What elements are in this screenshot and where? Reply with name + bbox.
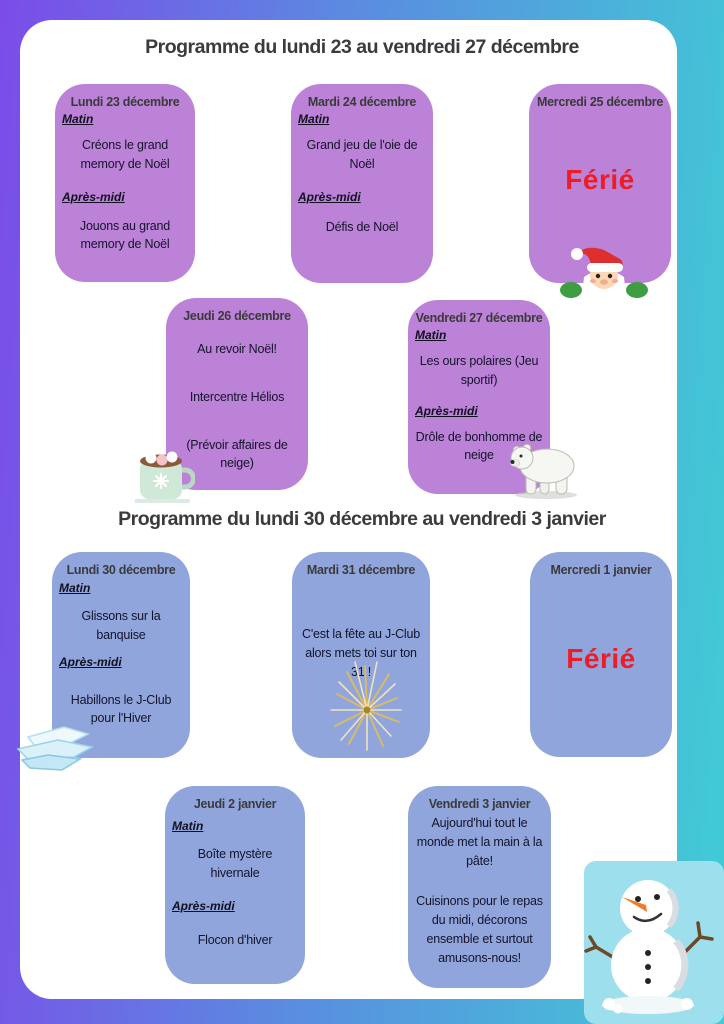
card-title: Mardi 31 décembre	[306, 563, 416, 577]
week2-title: Programme du lundi 30 décembre au vendredi 3 janvier	[118, 508, 606, 530]
card-title: Lundi 23 décembre	[70, 95, 180, 109]
morning-activity: Boîte mystère hivernale	[197, 847, 273, 880]
card-mardi-31	[292, 552, 430, 758]
card-vendredi-27	[408, 300, 550, 494]
activity-line: (Prévoir affaires de neige)	[186, 437, 288, 471]
morning-activity: Grand jeu de l'oie de Noël	[306, 138, 418, 171]
afternoon-activity: Drôle de bonhomme de neige	[415, 429, 543, 463]
activity-line: Cuisinons pour le repas du midi, décorons ensemble et surtout amusons-nous!	[416, 894, 543, 965]
afternoon-activity: Jouons au grand memory de Noël	[79, 218, 171, 252]
card-title: Vendredi 27 décembre	[415, 311, 543, 325]
card-title: Lundi 30 décembre	[66, 563, 176, 577]
morning-label: Matin	[415, 328, 447, 342]
morning-label: Matin	[172, 819, 204, 833]
activity-line: Au revoir Noël!	[197, 342, 277, 356]
card-mercredi-25	[529, 84, 671, 283]
activity-line: C'est la fête au J-Club alors mets toi sur ton 31 !	[302, 627, 420, 679]
morning-label: Matin	[62, 112, 94, 126]
card-title: Vendredi 3 janvier	[428, 797, 531, 811]
card-title: Mardi 24 décembre	[307, 95, 417, 109]
card-vendredi-3	[408, 786, 551, 988]
card-title: Jeudi 26 décembre	[183, 309, 291, 323]
card-lundi-30	[52, 552, 190, 758]
card-title: Mercredi 25 décembre	[536, 95, 663, 109]
card-lundi-23	[55, 84, 195, 282]
card-jeudi-2	[165, 786, 305, 984]
holiday-label: Férié	[566, 643, 636, 674]
afternoon-activity: Habillons le J-Club pour l'Hiver	[70, 692, 172, 726]
holiday-label: Férié	[565, 164, 635, 195]
card-title: Jeudi 2 janvier	[193, 797, 277, 811]
morning-activity: Les ours polaires (Jeu sportif)	[419, 354, 539, 387]
card-title: Mercredi 1 janvier	[550, 563, 652, 577]
card-mercredi-1	[530, 552, 672, 757]
activity-line: Aujourd'hui tout le monde met la main à la pâte!	[416, 816, 543, 868]
afternoon-label: Après-midi	[172, 898, 235, 913]
card-mardi-24	[291, 84, 433, 283]
morning-label: Matin	[298, 112, 330, 126]
afternoon-label: Après-midi	[298, 189, 361, 204]
afternoon-activity: Défis de Noël	[325, 219, 399, 234]
afternoon-activity: Flocon d'hiver	[197, 932, 273, 947]
morning-activity: Glissons sur la banquise	[81, 609, 161, 642]
afternoon-label: Après-midi	[59, 654, 122, 669]
activity-line: Intercentre Hélios	[189, 389, 285, 404]
week1-title: Programme du lundi 23 au vendredi 27 décembre	[145, 36, 579, 58]
afternoon-label: Après-midi	[62, 189, 125, 204]
card-jeudi-26	[166, 298, 308, 490]
morning-activity: Créons le grand memory de Noël	[80, 138, 170, 171]
afternoon-label: Après-midi	[415, 403, 478, 418]
morning-label: Matin	[59, 581, 91, 595]
